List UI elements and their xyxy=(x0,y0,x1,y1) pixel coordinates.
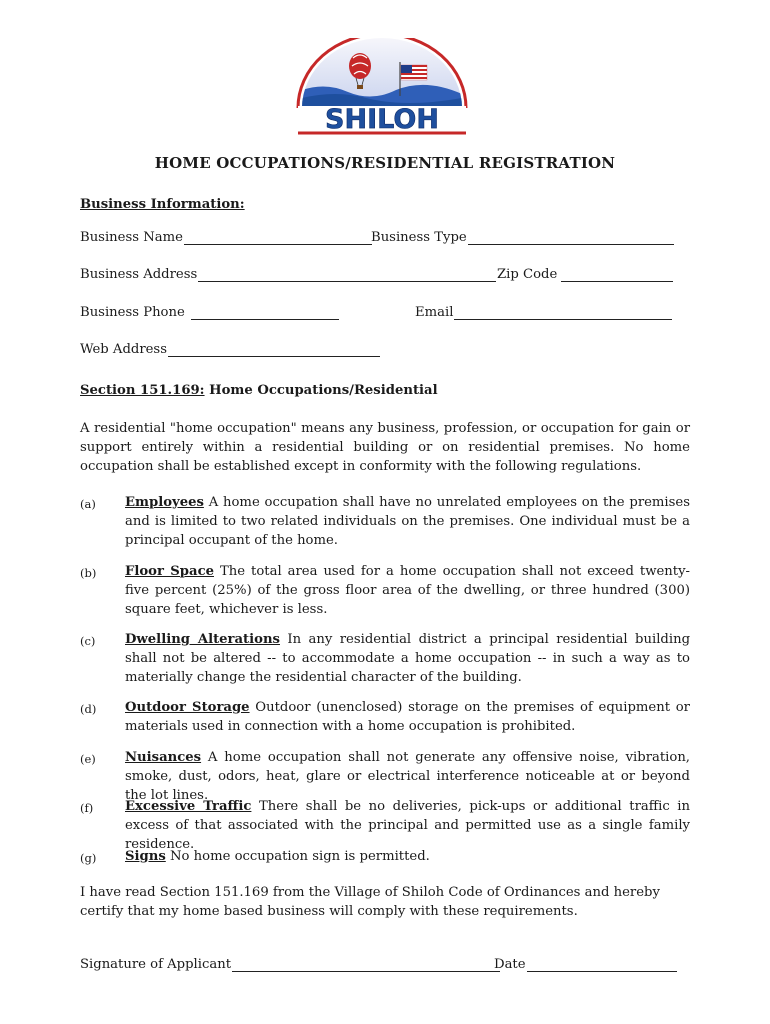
business-phone-label: Business Phone xyxy=(80,305,185,320)
business-name-field[interactable] xyxy=(80,230,372,245)
business-phone-line[interactable] xyxy=(191,306,339,320)
item-signs xyxy=(125,847,690,866)
item-letter-c: (c) xyxy=(80,634,96,648)
business-type-label: Business Type xyxy=(371,230,467,245)
business-type-field[interactable] xyxy=(371,230,674,245)
date-label: Date xyxy=(494,957,526,972)
item-body: A home occupation shall have no unrelated employees on the premises and is limited to two related individuals on the premises. One individual must be a principal occupant of the home. xyxy=(125,495,690,548)
item-letter-a: (a) xyxy=(80,497,96,511)
form-title: HOME OCCUPATIONS/RESIDENTIAL REGISTRATION xyxy=(154,154,616,172)
item-body: The total area used for a home occupation shall not exceed twenty-five percent (25%) of the gross floor area of the dwelling, or three hundred (300) square feet, whichever is less. xyxy=(125,564,690,617)
signature-line[interactable] xyxy=(232,958,500,972)
web-address-line[interactable] xyxy=(168,343,380,357)
item-heading: Outdoor Storage xyxy=(125,700,250,715)
item-heading: Excessive Traffic xyxy=(125,799,252,814)
item-letter-g: (g) xyxy=(80,851,97,865)
business-type-line[interactable] xyxy=(468,231,674,245)
item-floor-space xyxy=(125,562,690,619)
intro-paragraph: A residential "home occupation" means any business, profession, or occupation for gain or support entirely within a residential building or on residential premises. No home occupation shall be established except in conformity with the following regulations. xyxy=(80,421,690,474)
business-address-label: Business Address xyxy=(80,267,198,282)
email-label: Email xyxy=(415,305,454,320)
zip-code-line[interactable] xyxy=(561,268,673,282)
item-letter-d: (d) xyxy=(80,702,97,716)
item-heading: Floor Space xyxy=(125,564,214,579)
item-excessive-traffic xyxy=(125,797,690,854)
item-heading: Employees xyxy=(125,495,204,510)
business-address-field[interactable] xyxy=(80,267,496,282)
business-info-heading: Business Information: xyxy=(80,197,245,212)
business-phone-field[interactable] xyxy=(80,305,339,320)
item-body: Outdoor (unenclosed) storage on the premises of equipment or materials used in connection with a home occupation is prohibited. xyxy=(125,700,690,734)
item-outdoor-storage xyxy=(125,698,690,736)
item-letter-f: (f) xyxy=(80,801,94,815)
item-letter-e: (e) xyxy=(80,752,96,766)
item-body: No home occupation sign is permitted. xyxy=(165,849,430,864)
zip-code-label: Zip Code xyxy=(497,267,558,282)
item-employees xyxy=(125,493,690,550)
signature-field[interactable] xyxy=(80,957,500,972)
email-field[interactable] xyxy=(415,305,672,320)
zip-code-field[interactable] xyxy=(497,267,673,282)
business-address-line[interactable] xyxy=(198,268,496,282)
item-heading: Signs xyxy=(125,849,166,864)
certification-paragraph: I have read Section 151.169 from the Village of Shiloh Code of Ordinances and hereby certify that my home based business will comply with these requirements. xyxy=(80,885,660,919)
item-body: In any residential district a principal residential building shall not be altered -- to accommodate a home occupation -- in such a way as to materially change the residential character of the building. xyxy=(125,632,691,685)
business-name-line[interactable] xyxy=(184,231,372,245)
web-address-label: Web Address xyxy=(80,342,167,357)
section-heading xyxy=(80,383,438,398)
item-dwelling-alterations xyxy=(125,630,690,687)
email-line[interactable] xyxy=(454,306,672,320)
logo-wordmark: SHILOH xyxy=(325,104,439,135)
business-name-label: Business Name xyxy=(80,230,183,245)
item-heading: Dwelling Alterations xyxy=(125,632,280,647)
item-body: There shall be no deliveries, pick-ups or additional traffic in excess of that associated with the principal and permitted use as a single family residence. xyxy=(125,799,691,852)
date-field[interactable] xyxy=(494,957,677,972)
shiloh-logo xyxy=(296,38,468,138)
date-line[interactable] xyxy=(527,958,677,972)
section-number: Section 151.169: xyxy=(80,383,205,398)
web-address-field[interactable] xyxy=(80,342,380,357)
item-letter-b: (b) xyxy=(80,566,97,580)
item-heading: Nuisances xyxy=(125,750,202,765)
signature-label: Signature of Applicant xyxy=(80,957,232,972)
section-title: Home Occupations/Residential xyxy=(204,383,438,398)
item-body: A home occupation shall not generate any offensive noise, vibration, smoke, dust, odors, heat, glare or electrical interference noticeable at or beyond the lot lines. xyxy=(125,750,690,803)
